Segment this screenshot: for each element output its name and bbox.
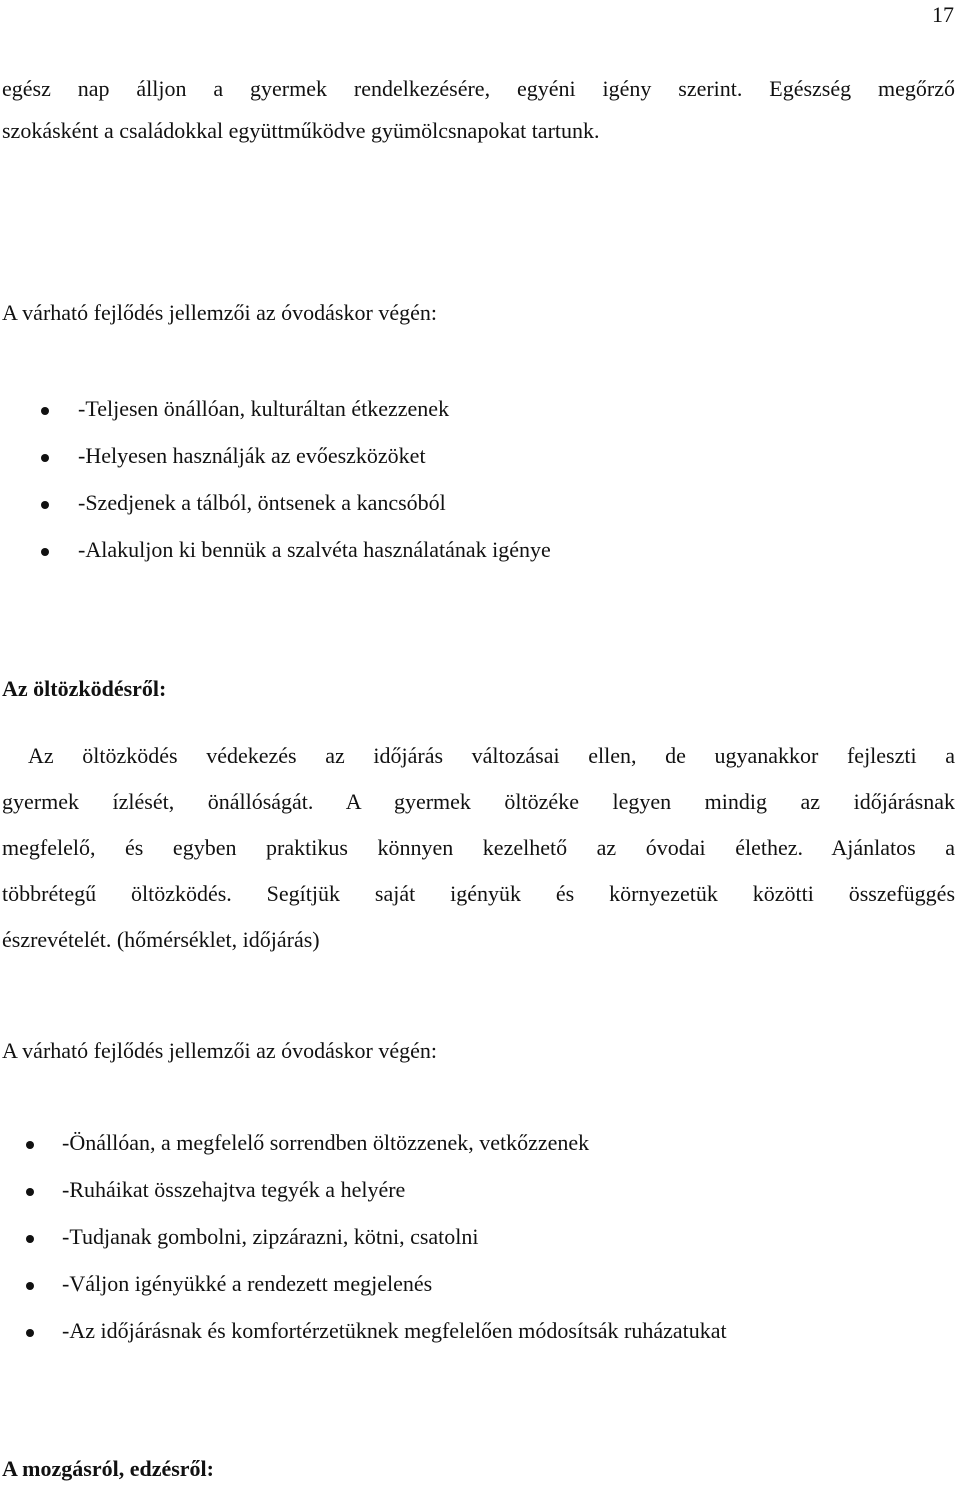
dressing-expected-list [62, 1130, 727, 1365]
intro-paragraph [2, 68, 955, 152]
list-item-text: -Váljon igényükké a rendezett megjelenés [62, 1271, 433, 1296]
dressing-line: észrevételét. (hőmérséklet, időjárás) [2, 927, 320, 952]
list-item [78, 443, 551, 490]
list-item-text: -Teljesen önállóan, kulturáltan étkezzenek [78, 396, 450, 421]
list-item [62, 1224, 727, 1271]
dressing-line: Az öltözködés védekezés az időjárás változásai ellen, de ugyanakkor fejleszti a [28, 743, 955, 768]
list-item-text: -Az időjárásnak és komfortérzetüknek megfelelően módosítsák ruházatukat [62, 1318, 727, 1343]
intro-line: egész nap álljon a gyermek rendelkezésére, egyéni igény szerint. Egészség megőrző [2, 76, 955, 101]
bullet-icon [26, 1282, 34, 1290]
list-item [62, 1177, 727, 1224]
bullet-icon [26, 1141, 34, 1149]
list-item-text: -Ruháikat összehajtva tegyék a helyére [62, 1177, 406, 1202]
bullet-icon [41, 548, 49, 556]
list-item-text: -Szedjenek a tálból, öntsenek a kancsóból [78, 490, 446, 515]
list-item [62, 1130, 727, 1177]
page-number: 17 [932, 2, 954, 27]
bullet-icon [41, 501, 49, 509]
dressing-line: gyermek ízlését, önállóságát. A gyermek öltözéke legyen mindig az időjárásnak [2, 789, 955, 814]
list-item [78, 396, 551, 443]
list-item [78, 490, 551, 537]
bullet-icon [41, 407, 49, 415]
dressing-line: megfelelő, és egyben praktikus könnyen kezelhető az óvodai élethez. Ajánlatos a [2, 835, 955, 860]
bullet-icon [26, 1235, 34, 1243]
list-item-text: -Tudjanak gombolni, zipzárazni, kötni, csatolni [62, 1224, 479, 1249]
bullet-icon [26, 1188, 34, 1196]
intro-line: szokásként a családokkal együttműködve gyümölcsnapokat tartunk. [2, 118, 600, 143]
dressing-heading: Az öltözködésről: [2, 676, 167, 701]
bullet-icon [26, 1329, 34, 1337]
dressing-line: többrétegű öltözködés. Segítjük saját igényük és környezetük közötti összefüggés [2, 881, 955, 906]
list-item [62, 1271, 727, 1318]
dressing-expected-heading: A várható fejlődés jellemzői az óvodáskor végén: [2, 1038, 437, 1063]
eating-expected-heading: A várható fejlődés jellemzői az óvodáskor végén: [2, 300, 437, 325]
list-item [62, 1318, 727, 1365]
bullet-icon [41, 454, 49, 462]
movement-heading: A mozgásról, edzésről: [2, 1456, 214, 1481]
dressing-paragraph [2, 733, 955, 963]
list-item-text: -Alakuljon ki bennük a szalvéta használatának igénye [78, 537, 551, 562]
list-item-text: -Helyesen használják az evőeszközöket [78, 443, 426, 468]
eating-expected-list [78, 396, 551, 584]
list-item-text: -Önállóan, a megfelelő sorrendben öltözzenek, vetkőzzenek [62, 1130, 590, 1155]
list-item [78, 537, 551, 584]
